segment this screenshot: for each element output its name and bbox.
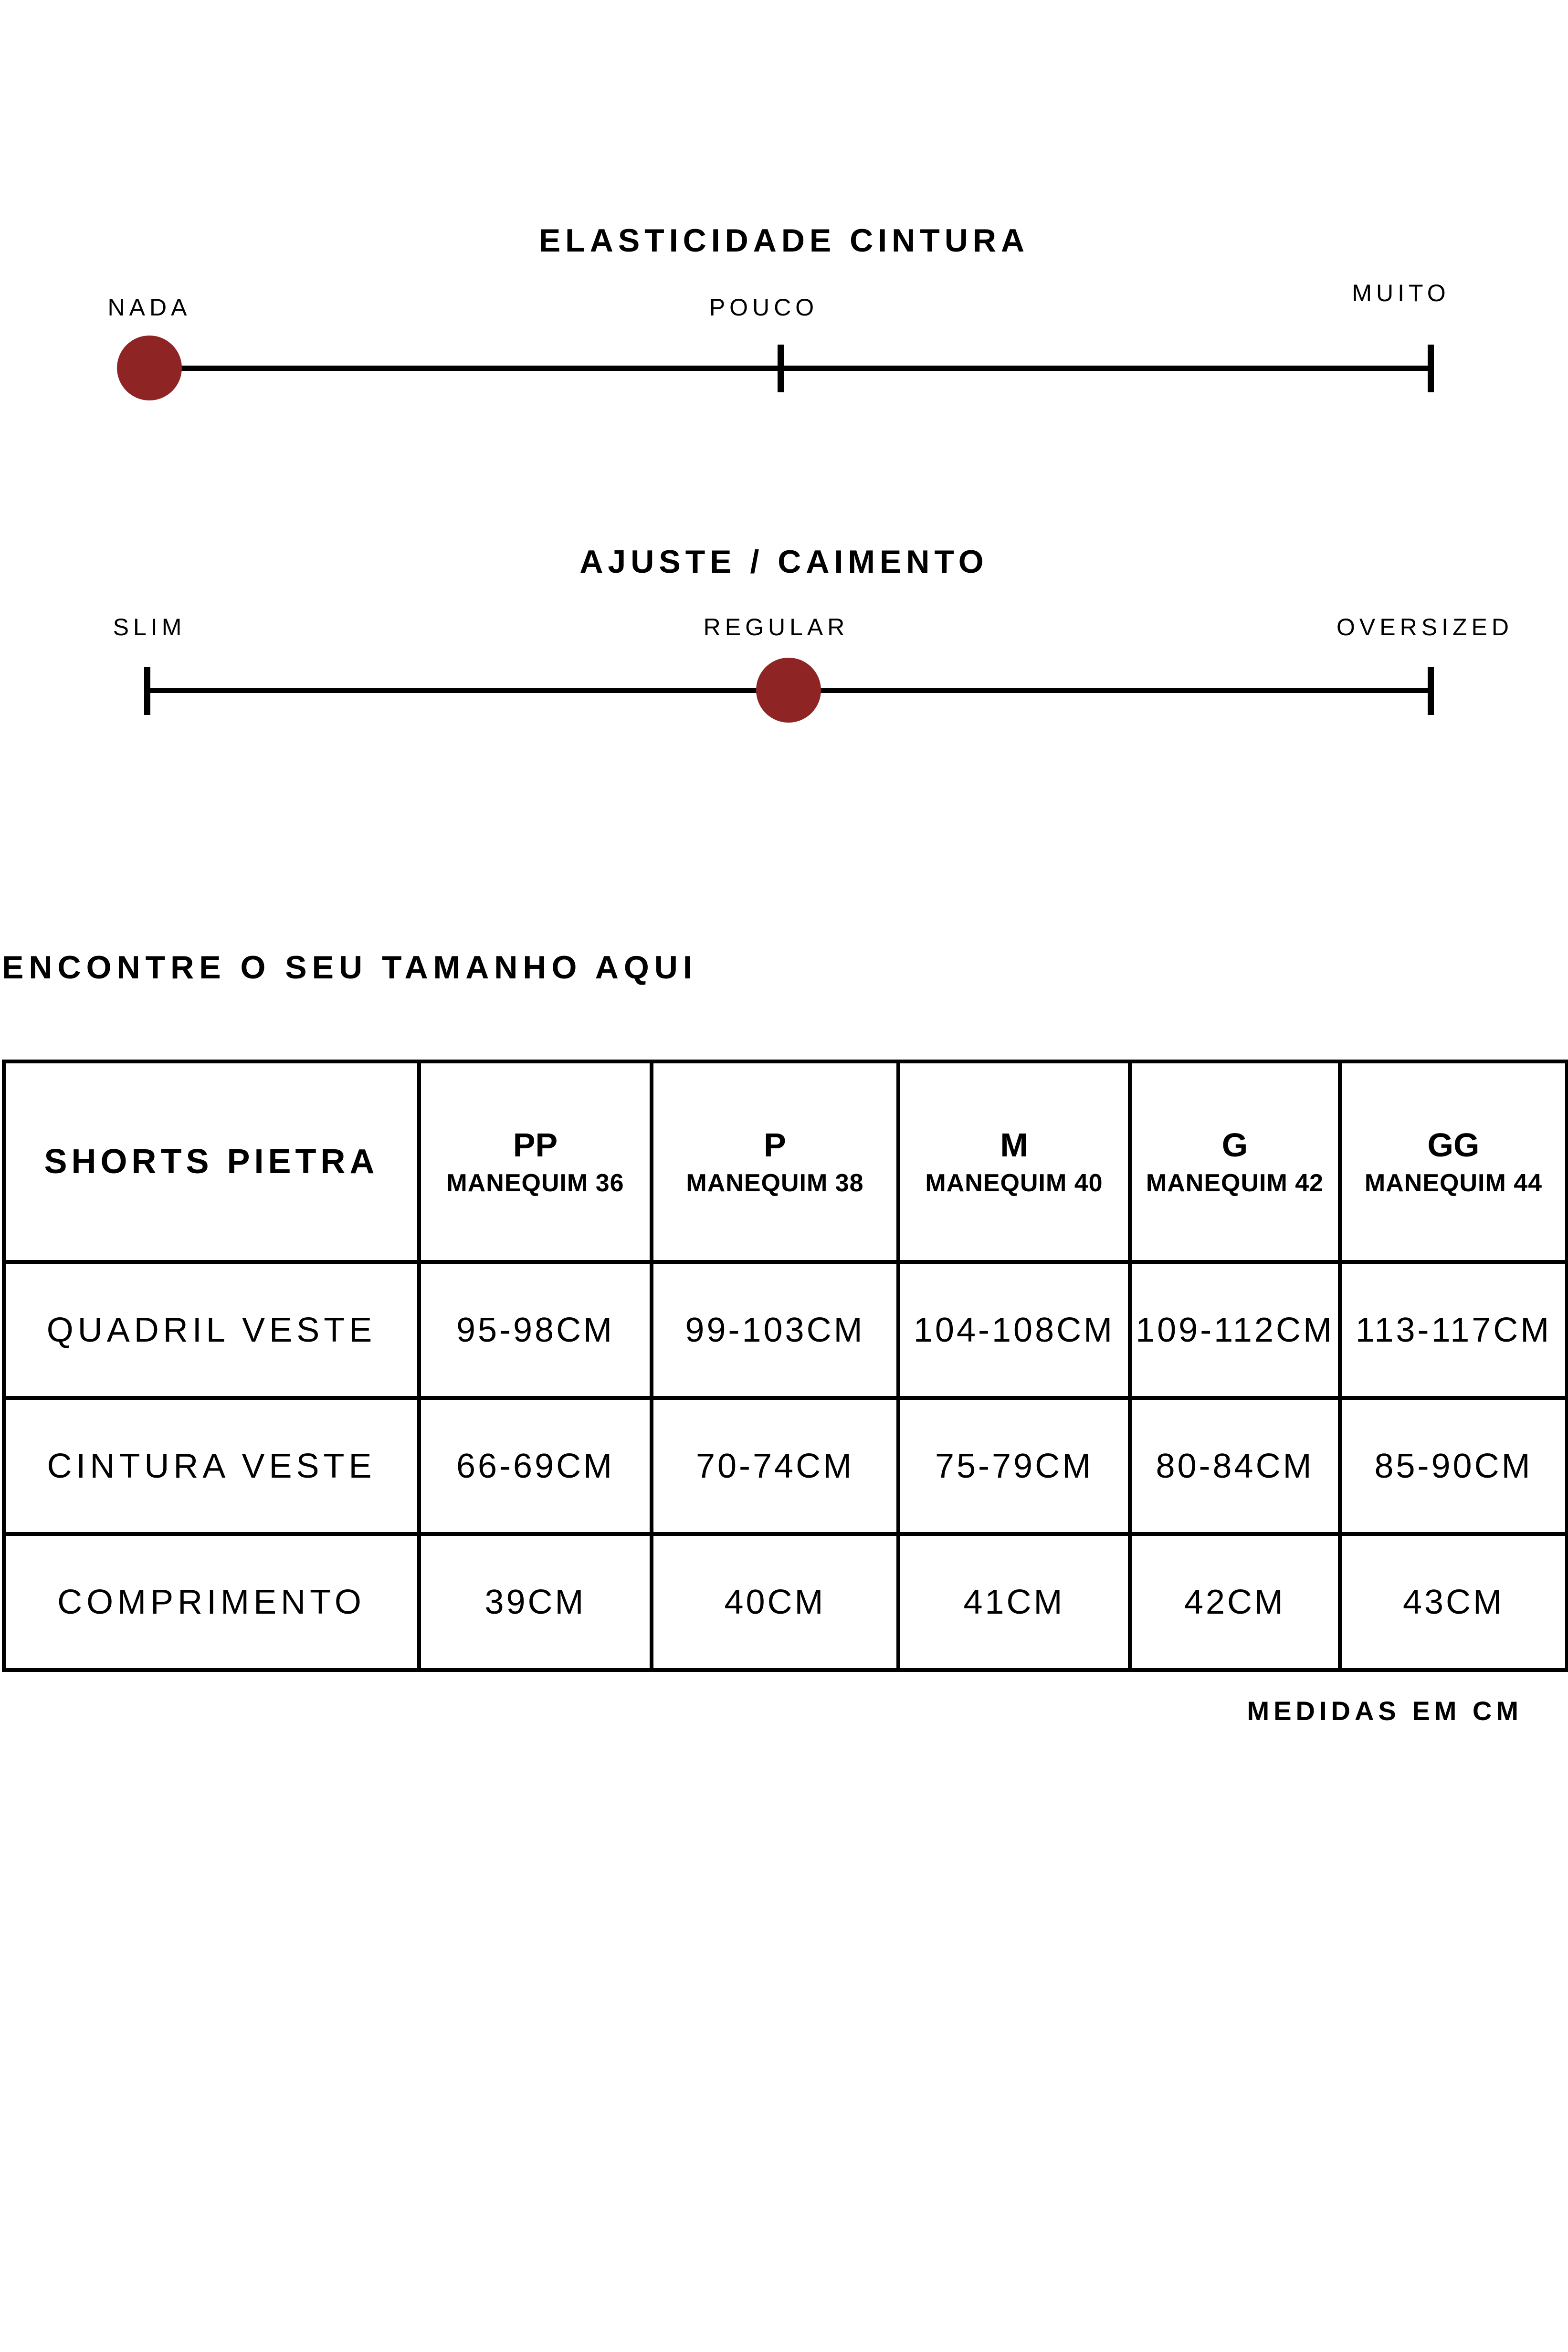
table-cell: 42CM	[1130, 1534, 1340, 1670]
elasticity-tick-middle	[778, 345, 784, 392]
table-cell: 85-90CM	[1340, 1398, 1567, 1534]
size-table	[2, 1060, 1568, 1672]
table-cell: 75-79CM	[898, 1398, 1130, 1534]
elasticity-label-nada: NADA	[107, 294, 191, 321]
table-cell: 99-103CM	[652, 1262, 898, 1398]
table-cell: 43CM	[1340, 1534, 1567, 1670]
size-code: M	[1000, 1126, 1028, 1164]
fit-marker	[756, 658, 821, 723]
size-header-m	[898, 1061, 1130, 1262]
size-mannequin: MANEQUIM 42	[1146, 1169, 1324, 1197]
row-label: COMPRIMENTO	[4, 1534, 419, 1670]
table-cell: 70-74CM	[652, 1398, 898, 1534]
fit-title: AJUSTE / CAIMENTO	[579, 544, 989, 580]
size-code: P	[764, 1126, 786, 1164]
size-header-p	[652, 1061, 898, 1262]
table-cell: 95-98CM	[419, 1262, 652, 1398]
size-code: G	[1221, 1126, 1248, 1164]
table-row-comprimento	[4, 1534, 1567, 1670]
elasticity-title: ELASTICIDADE CINTURA	[538, 222, 1030, 259]
table-cell: 113-117CM	[1340, 1262, 1567, 1398]
table-header-row	[4, 1061, 1567, 1262]
fit-label-slim: SLIM	[113, 614, 186, 640]
table-row-quadril	[4, 1262, 1567, 1398]
fit-label-regular: REGULAR	[703, 614, 849, 640]
elasticity-marker	[117, 336, 182, 400]
size-header-gg	[1340, 1061, 1567, 1262]
table-cell: 109-112CM	[1130, 1262, 1340, 1398]
size-mannequin: MANEQUIM 40	[925, 1169, 1103, 1197]
size-header-g	[1130, 1061, 1340, 1262]
table-row-cintura	[4, 1398, 1567, 1534]
size-mannequin: MANEQUIM 38	[686, 1169, 864, 1197]
measurement-note: MEDIDAS EM CM	[1247, 1696, 1523, 1726]
row-label: CINTURA VESTE	[4, 1398, 419, 1534]
table-cell: 80-84CM	[1130, 1398, 1340, 1534]
table-cell: 41CM	[898, 1534, 1130, 1670]
size-code: GG	[1427, 1126, 1480, 1164]
size-mannequin: MANEQUIM 44	[1364, 1169, 1543, 1197]
table-cell: 39CM	[419, 1534, 652, 1670]
table-cell: 40CM	[652, 1534, 898, 1670]
fit-tick-end	[1428, 667, 1434, 715]
table-cell: 66-69CM	[419, 1398, 652, 1534]
table-corner-cell: SHORTS PIETRA	[4, 1061, 419, 1262]
fit-tick-start	[144, 667, 150, 715]
table-cell: 104-108CM	[898, 1262, 1130, 1398]
elasticity-track	[149, 366, 1431, 371]
size-code: PP	[513, 1126, 558, 1164]
row-label: QUADRIL VESTE	[4, 1262, 419, 1398]
elasticity-tick-end	[1428, 345, 1434, 392]
fit-label-oversized: OVERSIZED	[1336, 614, 1513, 640]
size-header-pp	[419, 1061, 652, 1262]
elasticity-label-pouco: POUCO	[709, 294, 819, 321]
size-mannequin: MANEQUIM 36	[446, 1169, 624, 1197]
size-section-title: ENCONTRE O SEU TAMANHO AQUI	[2, 949, 697, 986]
elasticity-label-muito: MUITO	[1352, 280, 1450, 306]
